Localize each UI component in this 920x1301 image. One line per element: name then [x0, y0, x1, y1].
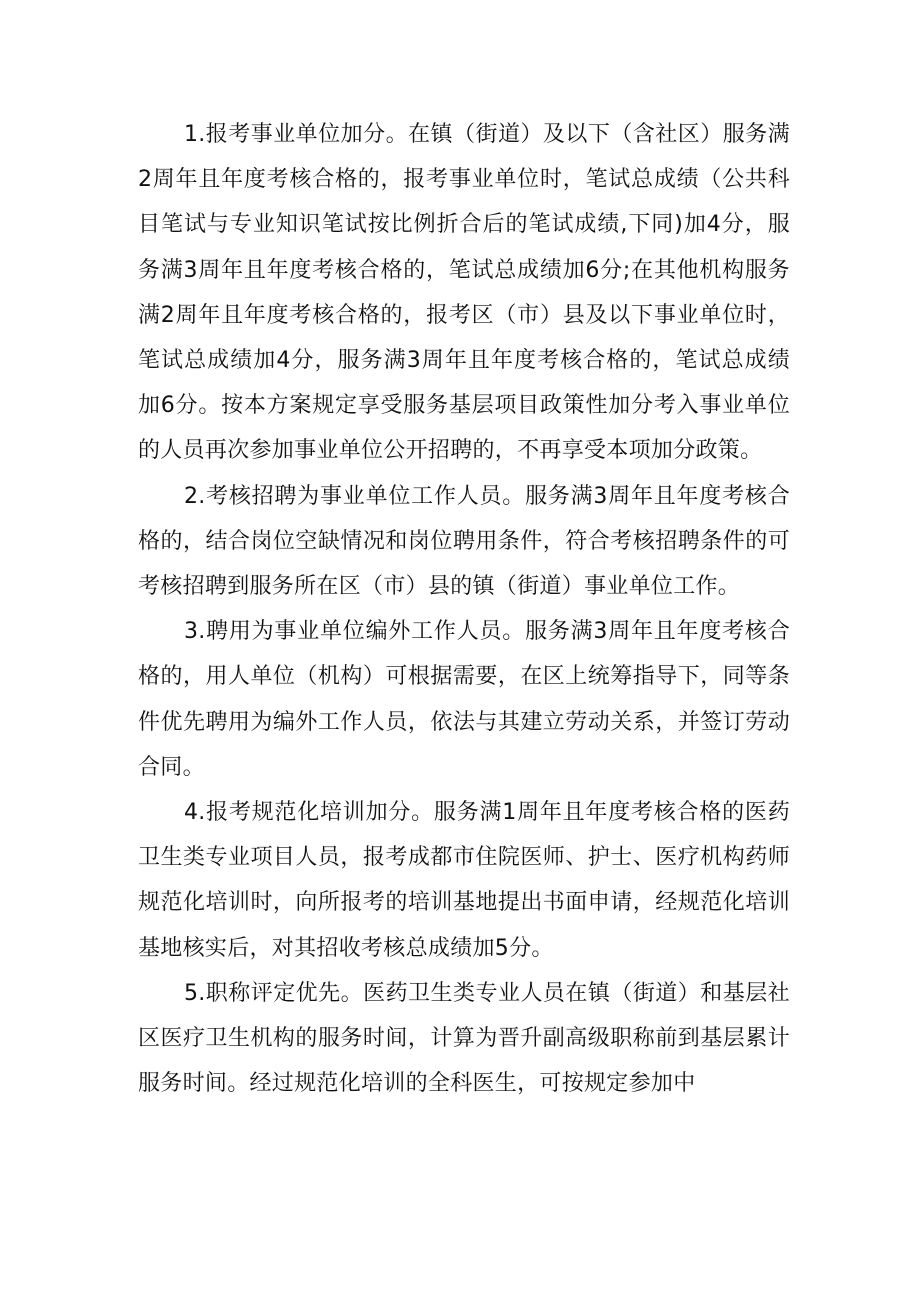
document-page — [138, 112, 790, 1106]
paragraph-contract-employment: 3.聘用为事业单位编外工作人员。服务满3周年且年度考核合格的，用人单位（机构）可根据需要，在区上统筹指导下，同等条件优先聘用为编外工作人员，依法与其建立劳动关系，并签订劳动合同。 — [138, 619, 790, 780]
paragraph-title-priority: 5.职称评定优先。医药卫生类专业人员在镇（街道）和基层社区医疗卫生机构的服务时间，计算为晋升副高级职称前到基层累计服务时间。经过规范化培训的全科医生，可按规定参加中 — [138, 980, 790, 1097]
paragraph-training-bonus: 4.报考规范化培训加分。服务满1周年且年度考核合格的医药卫生类专业项目人员，报考成都市住院医师、护士、医疗机构药师规范化培训时，向所报考的培训基地提出书面申请，经规范化培训基地核实后，对其招收考核总成绩加5分。 — [138, 800, 790, 961]
paragraph-exam-bonus: 1.报考事业单位加分。在镇（街道）及以下（含社区）服务满2周年且年度考核合格的，报考事业单位时，笔试总成绩（公共科目笔试与专业知识笔试按比例折合后的笔试成绩,下同)加4分，服务满3周年且年度考核合格的，笔试总成绩加6分;在其他机构服务满2周年且年度考核合格的，报考区（市）县及以下事业单位时，笔试总成绩加4分，服务满3周年且年度考核合格的，笔试总成绩加6分。按本方案规定享受服务基层项目政策性加分考入事业单位的人员再次参加事业单位公开招聘的，不再享受本项加分政策。 — [138, 122, 790, 464]
paragraph-assessment-recruitment: 2.考核招聘为事业单位工作人员。服务满3周年且年度考核合格的，结合岗位空缺情况和岗位聘用条件，符合考核招聘条件的可考核招聘到服务所在区（市）县的镇（街道）事业单位工作。 — [138, 483, 790, 600]
